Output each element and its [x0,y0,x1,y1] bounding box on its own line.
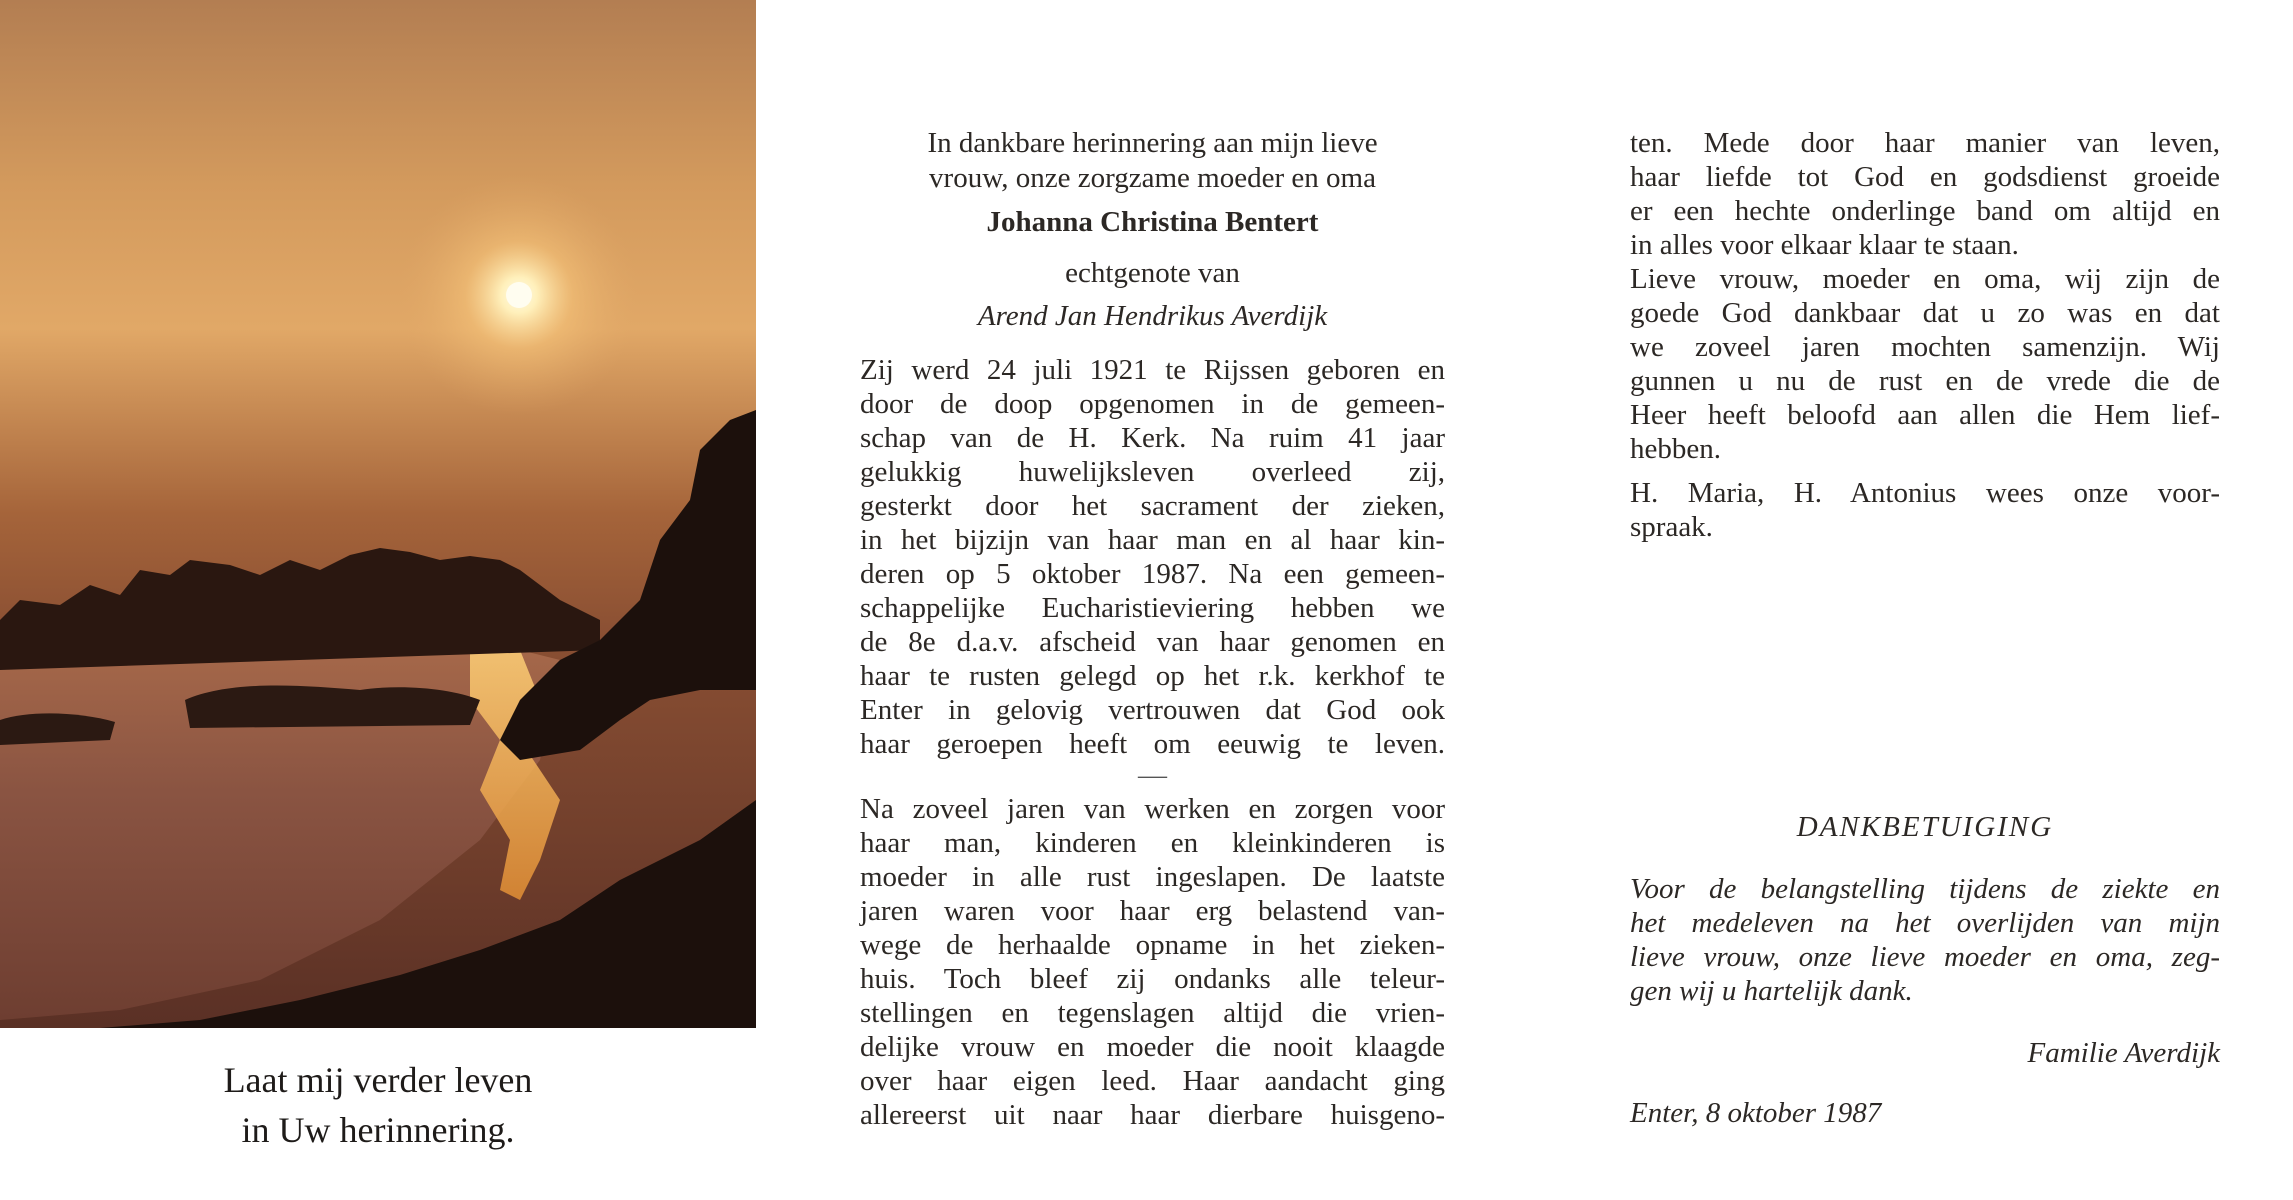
intro-line-1: In dankbare herinnering aan mijn lieve [927,127,1378,159]
life-line: jaren waren voor haar erg belastend van- [860,895,1445,927]
bio-line: haar geroepen heeft om eeuwig te leven. [860,728,1445,760]
thanks-line: gen wij u hartelijk dank. [1630,975,1913,1007]
bio-line: door de doop opgenomen in de gemeen- [860,388,1445,420]
thanks-line: het medeleven na het overlijden van mijn [1630,907,2220,939]
prayer-line: spraak. [1630,511,1713,543]
left-panel [0,0,780,1200]
caption-line-1: Laat mij verder leven [223,1060,533,1100]
intro-line-2: vrouw, onze zorgzame moeder en oma [929,162,1376,194]
sun [506,282,532,308]
spouse-name: Arend Jan Hendrikus Averdijk [977,300,1328,332]
sunset-river-photo [0,0,756,1028]
bio-line: schappelijke Eucharistieviering hebben we [860,592,1445,624]
continued-line: haar liefde tot God en godsdienst groeide [1630,161,2220,193]
life-line: moeder in alle rust ingeslapen. De laatste [860,861,1445,893]
bio-line: haar te rusten gelegd op het r.k. kerkhof te [860,660,1445,692]
bio-line: gesterkt door het sacrament der zieken, [860,490,1445,522]
deceased-name: Johanna Christina Bentert [986,206,1319,238]
life-line: haar man, kinderen en kleinkinderen is [860,827,1445,859]
continued-line: er een hechte onderlinge band om altijd en [1630,195,2220,227]
section-divider: — [1138,759,1167,791]
spouse-label: echtgenote van [1065,257,1240,289]
farewell-line: we zoveel jaren mochten samenzijn. Wij [1630,331,2220,363]
right-panel [1520,0,2293,1200]
farewell-line: gunnen u nu de rust en de vrede die de [1630,365,2220,397]
bio-line: de 8e d.a.v. afscheid van haar genomen en [860,626,1445,658]
thanks-line: lieve vrouw, onze lieve moeder en oma, zeg- [1630,941,2220,973]
life-line: wege de herhaalde opname in het zieken- [860,929,1445,961]
farewell-line: Heer heeft beloofd aan allen die Hem lief- [1630,399,2220,431]
island-middle [185,686,480,728]
island-left [0,713,115,745]
bio-line: schap van de H. Kerk. Na ruim 41 jaar [860,422,1445,454]
life-line: delijke vrouw en moeder die nooit klaagde [860,1031,1445,1063]
bio-line: Zij werd 24 juli 1921 te Rijssen geboren en [860,354,1445,386]
middle-panel [780,0,1520,1200]
bio-line: in het bijzijn van haar man en al haar kin- [860,524,1445,556]
life-line: Na zoveel jaren van werken en zorgen voor [860,793,1445,825]
life-line: stellingen en tegenslagen altijd die vrien- [860,997,1445,1029]
place-date: Enter, 8 oktober 1987 [1630,1097,1882,1129]
bio-line: Enter in gelovig vertrouwen dat God ook [860,694,1445,726]
farewell-line: Lieve vrouw, moeder en oma, wij zijn de [1630,263,2220,295]
life-line: huis. Toch bleef zij ondanks alle teleur- [860,963,1445,995]
life-line: over haar eigen leed. Haar aandacht ging [860,1065,1445,1097]
continued-line: ten. Mede door haar manier van leven, [1630,127,2220,159]
farewell-line: goede God dankbaar dat u zo was en dat [1630,297,2220,329]
bio-line: gelukkig huwelijksleven overleed zij, [860,456,1445,488]
prayer-line: H. Maria, H. Antonius wees onze voor- [1630,477,2220,509]
continued-line: in alles voor elkaar klaar te staan. [1630,229,2019,261]
caption-line-2: in Uw herinnering. [241,1110,515,1150]
farewell-line: hebben. [1630,433,1721,465]
thanks-line: Voor de belangstelling tijdens de ziekte en [1630,873,2220,905]
signature: Familie Averdijk [2027,1037,2220,1069]
thanks-title: DANKBETUIGING [1796,811,2054,843]
bio-line: deren op 5 oktober 1987. Na een gemeen- [860,558,1445,590]
life-line: allereerst uit naar haar dierbare huisgeno- [860,1099,1445,1131]
